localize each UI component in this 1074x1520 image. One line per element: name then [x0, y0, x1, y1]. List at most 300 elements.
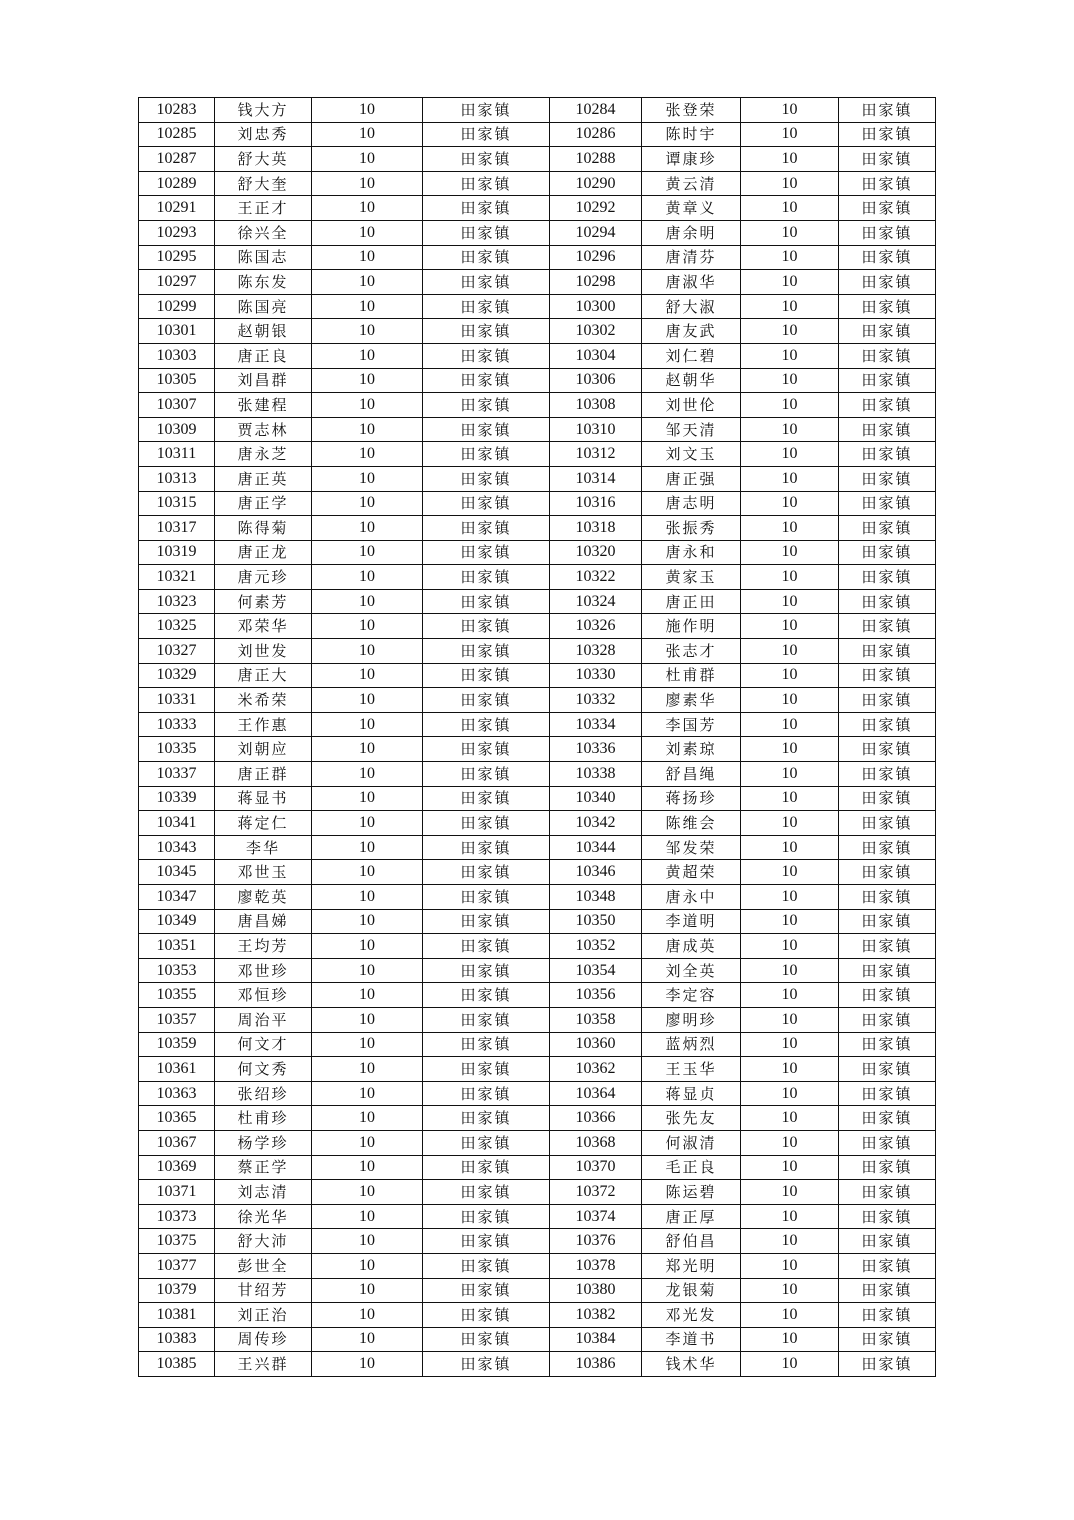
record-id-cell: 10299 — [139, 294, 215, 319]
town-name-cell: 田家镇 — [423, 811, 550, 836]
amount-cell: 10 — [741, 885, 839, 910]
record-id-cell: 10356 — [550, 983, 642, 1008]
town-name-cell: 田家镇 — [423, 122, 550, 147]
table-row — [139, 122, 936, 147]
person-name-cell: 周传珍 — [215, 1327, 312, 1352]
person-name-cell: 何淑清 — [642, 1130, 741, 1155]
amount-cell: 10 — [741, 835, 839, 860]
record-id-cell: 10351 — [139, 934, 215, 959]
person-name-cell: 刘忠秀 — [215, 122, 312, 147]
amount-cell: 10 — [741, 171, 839, 196]
amount-cell: 10 — [312, 565, 423, 590]
town-name-cell: 田家镇 — [839, 294, 936, 319]
amount-cell: 10 — [312, 393, 423, 418]
town-name-cell: 田家镇 — [423, 220, 550, 245]
person-name-cell: 李道明 — [642, 909, 741, 934]
record-id-cell: 10321 — [139, 565, 215, 590]
person-name-cell: 徐兴全 — [215, 220, 312, 245]
amount-cell: 10 — [312, 196, 423, 221]
record-id-cell: 10364 — [550, 1081, 642, 1106]
record-id-cell: 10382 — [550, 1303, 642, 1328]
person-name-cell: 陈维会 — [642, 811, 741, 836]
person-name-cell: 黄章义 — [642, 196, 741, 221]
amount-cell: 10 — [312, 762, 423, 787]
amount-cell: 10 — [312, 294, 423, 319]
amount-cell: 10 — [741, 343, 839, 368]
town-name-cell: 田家镇 — [423, 1204, 550, 1229]
amount-cell: 10 — [741, 1155, 839, 1180]
record-id-cell: 10290 — [550, 171, 642, 196]
table-row — [139, 1204, 936, 1229]
amount-cell: 10 — [741, 688, 839, 713]
record-id-cell: 10327 — [139, 639, 215, 664]
town-name-cell: 田家镇 — [423, 1278, 550, 1303]
amount-cell: 10 — [741, 1007, 839, 1032]
table-row — [139, 909, 936, 934]
record-id-cell: 10365 — [139, 1106, 215, 1131]
person-name-cell: 何文秀 — [215, 1057, 312, 1082]
amount-cell: 10 — [312, 1327, 423, 1352]
record-id-cell: 10298 — [550, 270, 642, 295]
town-name-cell: 田家镇 — [423, 393, 550, 418]
amount-cell: 10 — [741, 565, 839, 590]
table-row — [139, 811, 936, 836]
town-name-cell: 田家镇 — [839, 786, 936, 811]
town-name-cell: 田家镇 — [839, 614, 936, 639]
amount-cell: 10 — [741, 417, 839, 442]
person-name-cell: 龙银菊 — [642, 1278, 741, 1303]
amount-cell: 10 — [312, 1278, 423, 1303]
person-name-cell: 陈东发 — [215, 270, 312, 295]
amount-cell: 10 — [741, 639, 839, 664]
table-row — [139, 540, 936, 565]
person-name-cell: 蔡正学 — [215, 1155, 312, 1180]
person-name-cell: 唐正强 — [642, 466, 741, 491]
amount-cell: 10 — [312, 1007, 423, 1032]
amount-cell: 10 — [741, 786, 839, 811]
town-name-cell: 田家镇 — [423, 1081, 550, 1106]
record-id-cell: 10296 — [550, 245, 642, 270]
person-name-cell: 蒋显贞 — [642, 1081, 741, 1106]
amount-cell: 10 — [312, 860, 423, 885]
record-id-cell: 10283 — [139, 98, 215, 123]
town-name-cell: 田家镇 — [839, 220, 936, 245]
record-id-cell: 10352 — [550, 934, 642, 959]
table-row — [139, 958, 936, 983]
town-name-cell: 田家镇 — [423, 1130, 550, 1155]
person-name-cell: 唐清芬 — [642, 245, 741, 270]
person-name-cell: 唐友武 — [642, 319, 741, 344]
town-name-cell: 田家镇 — [423, 712, 550, 737]
town-name-cell: 田家镇 — [423, 835, 550, 860]
person-name-cell: 施作明 — [642, 614, 741, 639]
record-id-cell: 10317 — [139, 516, 215, 541]
record-id-cell: 10320 — [550, 540, 642, 565]
person-name-cell: 蒋扬珍 — [642, 786, 741, 811]
person-name-cell: 蒋定仁 — [215, 811, 312, 836]
record-id-cell: 10338 — [550, 762, 642, 787]
amount-cell: 10 — [312, 737, 423, 762]
person-name-cell: 刘全英 — [642, 958, 741, 983]
amount-cell: 10 — [312, 343, 423, 368]
amount-cell: 10 — [312, 1081, 423, 1106]
record-id-cell: 10345 — [139, 860, 215, 885]
person-name-cell: 李定容 — [642, 983, 741, 1008]
person-name-cell: 蒋显书 — [215, 786, 312, 811]
table-row — [139, 1253, 936, 1278]
town-name-cell: 田家镇 — [423, 737, 550, 762]
town-name-cell: 田家镇 — [423, 958, 550, 983]
town-name-cell: 田家镇 — [423, 1057, 550, 1082]
amount-cell: 10 — [741, 393, 839, 418]
town-name-cell: 田家镇 — [423, 270, 550, 295]
record-id-cell: 10346 — [550, 860, 642, 885]
amount-cell: 10 — [312, 1180, 423, 1205]
town-name-cell: 田家镇 — [423, 491, 550, 516]
town-name-cell: 田家镇 — [839, 860, 936, 885]
amount-cell: 10 — [741, 1327, 839, 1352]
amount-cell: 10 — [741, 220, 839, 245]
town-name-cell: 田家镇 — [423, 442, 550, 467]
town-name-cell: 田家镇 — [839, 1007, 936, 1032]
amount-cell: 10 — [741, 491, 839, 516]
person-name-cell: 赵朝银 — [215, 319, 312, 344]
record-id-cell: 10328 — [550, 639, 642, 664]
person-name-cell: 唐永和 — [642, 540, 741, 565]
amount-cell: 10 — [312, 491, 423, 516]
person-name-cell: 唐正群 — [215, 762, 312, 787]
record-id-cell: 10380 — [550, 1278, 642, 1303]
amount-cell: 10 — [312, 1253, 423, 1278]
town-name-cell: 田家镇 — [423, 786, 550, 811]
amount-cell: 10 — [741, 1180, 839, 1205]
table-row — [139, 1327, 936, 1352]
record-id-cell: 10300 — [550, 294, 642, 319]
town-name-cell: 田家镇 — [423, 1327, 550, 1352]
table-row — [139, 98, 936, 123]
record-id-cell: 10306 — [550, 368, 642, 393]
person-name-cell: 李国芳 — [642, 712, 741, 737]
town-name-cell: 田家镇 — [839, 147, 936, 172]
person-name-cell: 张先友 — [642, 1106, 741, 1131]
amount-cell: 10 — [741, 1130, 839, 1155]
amount-cell: 10 — [312, 688, 423, 713]
record-id-cell: 10384 — [550, 1327, 642, 1352]
town-name-cell: 田家镇 — [423, 1032, 550, 1057]
town-name-cell: 田家镇 — [423, 417, 550, 442]
record-id-cell: 10341 — [139, 811, 215, 836]
person-name-cell: 刘世发 — [215, 639, 312, 664]
table-row — [139, 147, 936, 172]
person-name-cell: 舒伯昌 — [642, 1229, 741, 1254]
record-id-cell: 10374 — [550, 1204, 642, 1229]
town-name-cell: 田家镇 — [839, 245, 936, 270]
record-id-cell: 10386 — [550, 1352, 642, 1377]
town-name-cell: 田家镇 — [839, 368, 936, 393]
town-name-cell: 田家镇 — [839, 688, 936, 713]
town-name-cell: 田家镇 — [423, 1180, 550, 1205]
record-id-cell: 10307 — [139, 393, 215, 418]
person-name-cell: 唐正厚 — [642, 1204, 741, 1229]
person-name-cell: 黄家玉 — [642, 565, 741, 590]
town-name-cell: 田家镇 — [423, 639, 550, 664]
record-id-cell: 10350 — [550, 909, 642, 934]
person-name-cell: 唐余明 — [642, 220, 741, 245]
record-id-cell: 10371 — [139, 1180, 215, 1205]
amount-cell: 10 — [312, 614, 423, 639]
person-name-cell: 何文才 — [215, 1032, 312, 1057]
record-id-cell: 10373 — [139, 1204, 215, 1229]
person-name-cell: 陈国志 — [215, 245, 312, 270]
record-id-cell: 10343 — [139, 835, 215, 860]
record-id-cell: 10305 — [139, 368, 215, 393]
person-name-cell: 唐正良 — [215, 343, 312, 368]
town-name-cell: 田家镇 — [839, 958, 936, 983]
town-name-cell: 田家镇 — [839, 983, 936, 1008]
table-row — [139, 442, 936, 467]
person-name-cell: 唐正英 — [215, 466, 312, 491]
person-name-cell: 刘正治 — [215, 1303, 312, 1328]
table-row — [139, 1155, 936, 1180]
record-id-cell: 10370 — [550, 1155, 642, 1180]
record-id-cell: 10372 — [550, 1180, 642, 1205]
town-name-cell: 田家镇 — [423, 516, 550, 541]
record-id-cell: 10366 — [550, 1106, 642, 1131]
record-id-cell: 10325 — [139, 614, 215, 639]
record-id-cell: 10287 — [139, 147, 215, 172]
person-name-cell: 舒大英 — [215, 147, 312, 172]
record-id-cell: 10381 — [139, 1303, 215, 1328]
amount-cell: 10 — [312, 885, 423, 910]
person-name-cell: 舒大奎 — [215, 171, 312, 196]
town-name-cell: 田家镇 — [839, 270, 936, 295]
person-name-cell: 廖乾英 — [215, 885, 312, 910]
record-id-cell: 10332 — [550, 688, 642, 713]
town-name-cell: 田家镇 — [423, 98, 550, 123]
person-name-cell: 唐永芝 — [215, 442, 312, 467]
person-name-cell: 黄云清 — [642, 171, 741, 196]
amount-cell: 10 — [312, 466, 423, 491]
person-name-cell: 邓世玉 — [215, 860, 312, 885]
amount-cell: 10 — [312, 983, 423, 1008]
amount-cell: 10 — [741, 909, 839, 934]
town-name-cell: 田家镇 — [423, 466, 550, 491]
record-id-cell: 10361 — [139, 1057, 215, 1082]
table-row — [139, 393, 936, 418]
amount-cell: 10 — [312, 663, 423, 688]
town-name-cell: 田家镇 — [839, 1327, 936, 1352]
person-name-cell: 廖素华 — [642, 688, 741, 713]
town-name-cell: 田家镇 — [423, 909, 550, 934]
amount-cell: 10 — [312, 1352, 423, 1377]
town-name-cell: 田家镇 — [839, 319, 936, 344]
record-id-cell: 10369 — [139, 1155, 215, 1180]
person-name-cell: 钱术华 — [642, 1352, 741, 1377]
town-name-cell: 田家镇 — [839, 491, 936, 516]
town-name-cell: 田家镇 — [423, 196, 550, 221]
record-id-cell: 10340 — [550, 786, 642, 811]
person-name-cell: 杨学珍 — [215, 1130, 312, 1155]
town-name-cell: 田家镇 — [839, 1057, 936, 1082]
table-row — [139, 1130, 936, 1155]
record-id-cell: 10355 — [139, 983, 215, 1008]
amount-cell: 10 — [741, 663, 839, 688]
town-name-cell: 田家镇 — [423, 860, 550, 885]
town-name-cell: 田家镇 — [839, 1130, 936, 1155]
record-id-cell: 10314 — [550, 466, 642, 491]
table-row — [139, 368, 936, 393]
table-row — [139, 319, 936, 344]
town-name-cell: 田家镇 — [839, 417, 936, 442]
person-name-cell: 李道书 — [642, 1327, 741, 1352]
person-name-cell: 何素芳 — [215, 589, 312, 614]
person-name-cell: 王正才 — [215, 196, 312, 221]
table-body — [139, 98, 936, 1377]
person-name-cell: 张志才 — [642, 639, 741, 664]
town-name-cell: 田家镇 — [423, 983, 550, 1008]
amount-cell: 10 — [312, 442, 423, 467]
record-id-cell: 10379 — [139, 1278, 215, 1303]
amount-cell: 10 — [741, 1106, 839, 1131]
town-name-cell: 田家镇 — [423, 663, 550, 688]
record-id-cell: 10368 — [550, 1130, 642, 1155]
person-name-cell: 邓荣华 — [215, 614, 312, 639]
person-name-cell: 米希荣 — [215, 688, 312, 713]
amount-cell: 10 — [312, 958, 423, 983]
table-row — [139, 614, 936, 639]
record-id-cell: 10329 — [139, 663, 215, 688]
table-row — [139, 220, 936, 245]
record-id-cell: 10315 — [139, 491, 215, 516]
town-name-cell: 田家镇 — [839, 934, 936, 959]
amount-cell: 10 — [741, 811, 839, 836]
amount-cell: 10 — [312, 540, 423, 565]
amount-cell: 10 — [312, 589, 423, 614]
table-row — [139, 860, 936, 885]
record-id-cell: 10337 — [139, 762, 215, 787]
town-name-cell: 田家镇 — [839, 811, 936, 836]
amount-cell: 10 — [312, 220, 423, 245]
town-name-cell: 田家镇 — [423, 1253, 550, 1278]
table-row — [139, 417, 936, 442]
person-name-cell: 黄超荣 — [642, 860, 741, 885]
town-name-cell: 田家镇 — [839, 712, 936, 737]
person-name-cell: 唐正学 — [215, 491, 312, 516]
table-row — [139, 835, 936, 860]
person-name-cell: 杜甫珍 — [215, 1106, 312, 1131]
amount-cell: 10 — [312, 1155, 423, 1180]
amount-cell: 10 — [741, 466, 839, 491]
town-name-cell: 田家镇 — [839, 737, 936, 762]
town-name-cell: 田家镇 — [423, 1106, 550, 1131]
amount-cell: 10 — [741, 1032, 839, 1057]
amount-cell: 10 — [741, 589, 839, 614]
table-row — [139, 1032, 936, 1057]
person-name-cell: 舒昌绳 — [642, 762, 741, 787]
person-name-cell: 李华 — [215, 835, 312, 860]
amount-cell: 10 — [741, 1204, 839, 1229]
record-id-cell: 10354 — [550, 958, 642, 983]
town-name-cell: 田家镇 — [839, 1303, 936, 1328]
person-name-cell: 廖明珍 — [642, 1007, 741, 1032]
amount-cell: 10 — [312, 319, 423, 344]
amount-cell: 10 — [312, 270, 423, 295]
record-id-cell: 10318 — [550, 516, 642, 541]
amount-cell: 10 — [312, 171, 423, 196]
amount-cell: 10 — [741, 737, 839, 762]
person-name-cell: 陈得菊 — [215, 516, 312, 541]
record-id-cell: 10302 — [550, 319, 642, 344]
record-id-cell: 10301 — [139, 319, 215, 344]
town-name-cell: 田家镇 — [423, 614, 550, 639]
amount-cell: 10 — [741, 245, 839, 270]
person-name-cell: 刘素琼 — [642, 737, 741, 762]
person-name-cell: 赵朝华 — [642, 368, 741, 393]
person-name-cell: 王作惠 — [215, 712, 312, 737]
record-id-cell: 10292 — [550, 196, 642, 221]
amount-cell: 10 — [312, 1204, 423, 1229]
table-row — [139, 171, 936, 196]
record-id-cell: 10360 — [550, 1032, 642, 1057]
table-row — [139, 491, 936, 516]
person-name-cell: 毛正良 — [642, 1155, 741, 1180]
record-id-cell: 10335 — [139, 737, 215, 762]
table-row — [139, 712, 936, 737]
town-name-cell: 田家镇 — [839, 1204, 936, 1229]
record-id-cell: 10324 — [550, 589, 642, 614]
person-name-cell: 杜甫群 — [642, 663, 741, 688]
amount-cell: 10 — [312, 786, 423, 811]
town-name-cell: 田家镇 — [839, 1032, 936, 1057]
amount-cell: 10 — [741, 1278, 839, 1303]
person-name-cell: 郑光明 — [642, 1253, 741, 1278]
town-name-cell: 田家镇 — [423, 1229, 550, 1254]
amount-cell: 10 — [741, 983, 839, 1008]
record-id-cell: 10284 — [550, 98, 642, 123]
amount-cell: 10 — [312, 909, 423, 934]
town-name-cell: 田家镇 — [839, 1278, 936, 1303]
person-name-cell: 周治平 — [215, 1007, 312, 1032]
record-id-cell: 10289 — [139, 171, 215, 196]
amount-cell: 10 — [312, 1130, 423, 1155]
amount-cell: 10 — [312, 1106, 423, 1131]
person-name-cell: 陈国亮 — [215, 294, 312, 319]
amount-cell: 10 — [312, 98, 423, 123]
town-name-cell: 田家镇 — [423, 688, 550, 713]
table-row — [139, 786, 936, 811]
record-id-cell: 10357 — [139, 1007, 215, 1032]
amount-cell: 10 — [741, 98, 839, 123]
amount-cell: 10 — [312, 811, 423, 836]
person-name-cell: 邓恒珍 — [215, 983, 312, 1008]
town-name-cell: 田家镇 — [423, 540, 550, 565]
person-name-cell: 邓光发 — [642, 1303, 741, 1328]
record-id-cell: 10348 — [550, 885, 642, 910]
record-id-cell: 10288 — [550, 147, 642, 172]
table-row — [139, 565, 936, 590]
person-name-cell: 唐淑华 — [642, 270, 741, 295]
table-row — [139, 885, 936, 910]
town-name-cell: 田家镇 — [839, 1180, 936, 1205]
table-row — [139, 343, 936, 368]
table-row — [139, 639, 936, 664]
table-row — [139, 1278, 936, 1303]
record-id-cell: 10304 — [550, 343, 642, 368]
town-name-cell: 田家镇 — [423, 589, 550, 614]
person-name-cell: 舒大沛 — [215, 1229, 312, 1254]
town-name-cell: 田家镇 — [839, 1081, 936, 1106]
amount-cell: 10 — [741, 934, 839, 959]
